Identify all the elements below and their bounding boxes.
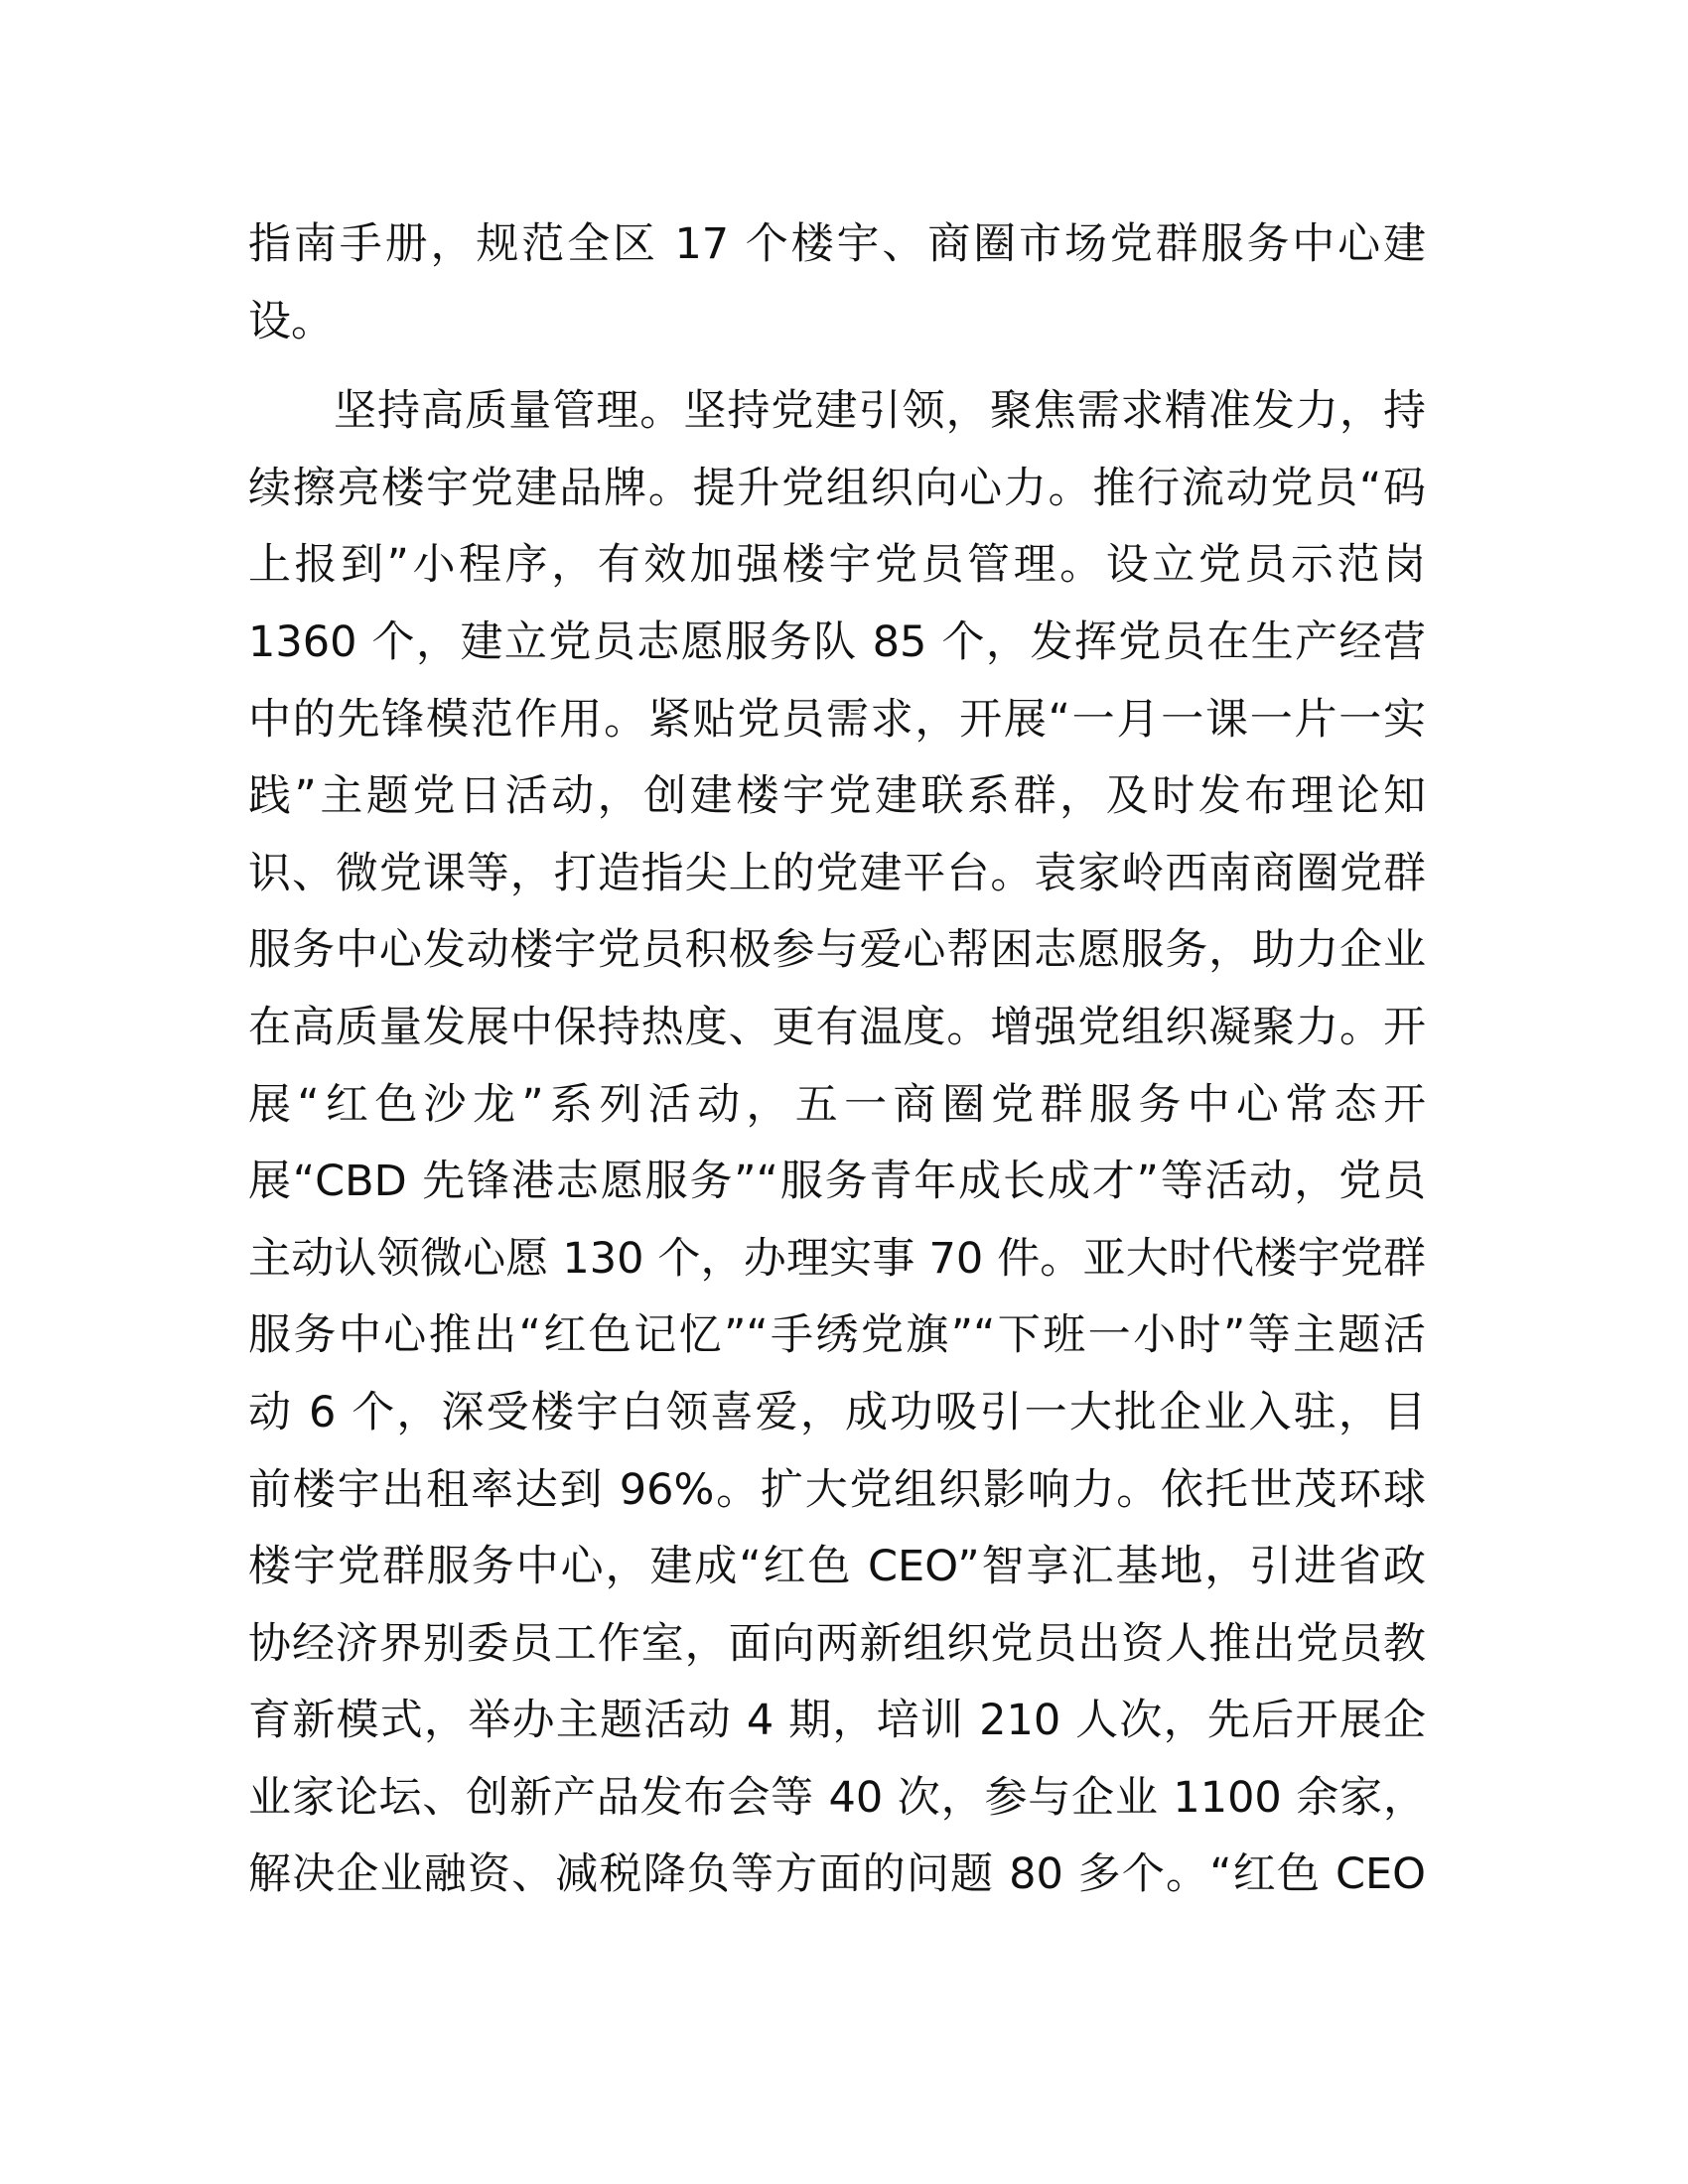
text-line: 1360 个，建立党员志愿服务队 85 个，发挥党员在生产经营: [248, 616, 1426, 667]
text-line: 设。: [248, 296, 334, 346]
text-line: 前楼宇出租率达到 96%。扩大党组织影响力。依托世茂环球: [248, 1464, 1426, 1515]
text-line: 中的先锋模范作用。紧贴党员需求，开展“一月一课一片一实: [248, 694, 1426, 745]
text-line: 解决企业融资、减税降负等方面的问题 80 多个。“红色 CEO: [248, 1849, 1426, 1900]
text-line: 续擦亮楼宇党建品牌。提升党组织向心力。推行流动党员“码: [248, 463, 1426, 513]
text-line: 展“红色沙龙”系列活动，五一商圈党群服务中心常态开: [248, 1079, 1426, 1130]
text-line: 在高质量发展中保持热度、更有温度。增强党组织凝聚力。开: [248, 1002, 1426, 1052]
text-line: 服务中心发动楼宇党员积极参与爱心帮困志愿服务，助力企业: [248, 925, 1426, 976]
text-line: 践”主题党日活动，创建楼宇党建联系群，及时发布理论知: [248, 771, 1426, 822]
text-line: 指南手册，规范全区 17 个楼宇、商圈市场党群服务中心建: [248, 219, 1426, 269]
text-line: 动 6 个，深受楼宇白领喜爱，成功吸引一大批企业入驻，目: [248, 1387, 1426, 1437]
paragraph: [248, 373, 1426, 1914]
text-line: 楼宇党群服务中心，建成“红色 CEO”智享汇基地，引进省政: [248, 1542, 1426, 1592]
text-line: 业家论坛、创新产品发布会等 40 次，参与企业 1100 余家，: [248, 1772, 1426, 1823]
document-page: [248, 206, 1426, 1914]
text-line: 服务中心推出“红色记忆”“手绣党旗”“下班一小时”等主题活: [248, 1310, 1426, 1361]
text-line: 展“CBD 先锋港志愿服务”“服务青年成长成才”等活动，党员: [248, 1157, 1426, 1207]
paragraph: [248, 206, 1426, 360]
text-line: 识、微党课等，打造指尖上的党建平台。袁家岭西南商圈党群: [248, 848, 1426, 898]
text-line: 主动认领微心愿 130 个，办理实事 70 件。亚大时代楼宇党群: [248, 1233, 1426, 1284]
text-line: 上报到”小程序，有效加强楼宇党员管理。设立党员示范岗: [248, 540, 1426, 591]
text-line: 坚持高质量管理。坚持党建引领，聚焦需求精准发力，持: [334, 386, 1426, 437]
text-line: 协经济界别委员工作室，面向两新组织党员出资人推出党员教: [248, 1618, 1426, 1669]
text-line: 育新模式，举办主题活动 4 期，培训 210 人次，先后开展企: [248, 1696, 1426, 1746]
